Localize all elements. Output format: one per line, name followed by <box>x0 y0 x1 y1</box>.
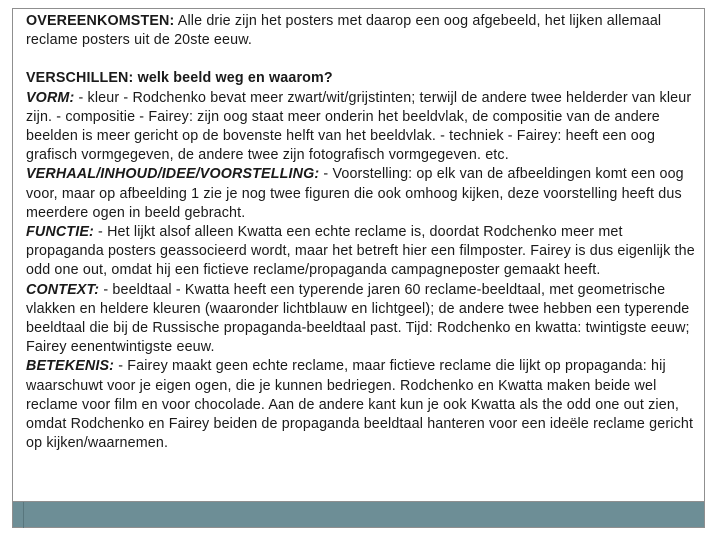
betekenis-text: - Fairey maakt geen echte reclame, maar fictieve reclame die lijkt op propaganda: hij waarschuwt voor je eigen ogen, die je kunnen bedriegen. Rodchenko en Kwatta maken beide wel reclame voor film en voor chocolade. Aan de andere kant kun je ook Kwatta als the odd one out zien, omdat Rodchenko en Fairey beiden de propaganda beeldtaal hanteren voor een ideële reclame gericht op kijken/waarnemen. <box>26 358 694 452</box>
paragraph-gap <box>26 50 698 69</box>
verhaal-text: - Voorstelling: op elk van de afbeeldingen komt een oog voor, maar op afbeelding 1 zie je nog twee figuren die ook omhoog kijken, deze voorstelling heeft dus meerdere ogen in beeld gebracht. <box>26 166 684 221</box>
footer-notch <box>13 502 24 528</box>
verhaal-label: VERHAAL/INHOUD/IDEE/VOORSTELLING: <box>26 166 320 183</box>
functie-label: FUNCTIE: <box>26 224 94 241</box>
overeenkomsten-text: Alle drie zijn het posters met daarop een oog afgebeeld, het lijken allemaal reclame posters uit de 20ste eeuw. <box>26 13 662 49</box>
functie-text: - Het lijkt alsof alleen Kwatta een echte reclame is, doordat Rodchenko meer met propaganda posters geassocieerd wordt, maar het betreft hier een filmposter. Fairey is dus eigenlijk the odd one out, omdat hij een fictieve reclame/propaganda campagneposter gemaakt heeft. <box>26 224 695 279</box>
slide-footer-bar <box>12 502 705 528</box>
slide-text <box>26 12 698 453</box>
betekenis-label: BETEKENIS: <box>26 358 115 375</box>
verhaal-paragraph <box>26 165 698 223</box>
vorm-text: - kleur - Rodchenko bevat meer zwart/wit/grijstinten; terwijl de andere twee helderder van kleur zijn. - compositie - Fairey: zijn oog staat meer onderin het beeldvlak, de compositie van de andere beelden is meer gericht op de bovenste helft van het beeldvlak. - techniek - Fairey: heeft een oog grafisch vormgegeven, de andere twee zijn fotografisch vormgegeven. etc. <box>26 89 692 164</box>
context-text: - beeldtaal - Kwatta heeft een typerende jaren 60 reclame-beeldtaal, met geometrische vlakken en heldere kleuren (waaronder lichtblauw en lichtgeel); de andere twee hebben een typerende beeldtaal die bij de Russische propaganda-beeldtaal past. Tijd: Rodchenko en kwatta: twintigste eeuw; Fairey eenentwintigste eeuw. <box>26 281 690 356</box>
vorm-label: VORM: <box>26 89 75 106</box>
verschillen-heading: VERSCHILLEN: welk beeld weg en waarom? <box>26 70 333 87</box>
context-label: CONTEXT: <box>26 281 100 298</box>
overeenkomsten-heading: OVEREENKOMSTEN: <box>26 13 175 29</box>
vorm-paragraph <box>26 89 698 166</box>
context-paragraph <box>26 281 698 358</box>
functie-paragraph <box>26 223 698 281</box>
overeenkomsten-paragraph <box>26 12 698 50</box>
betekenis-paragraph <box>26 357 698 453</box>
